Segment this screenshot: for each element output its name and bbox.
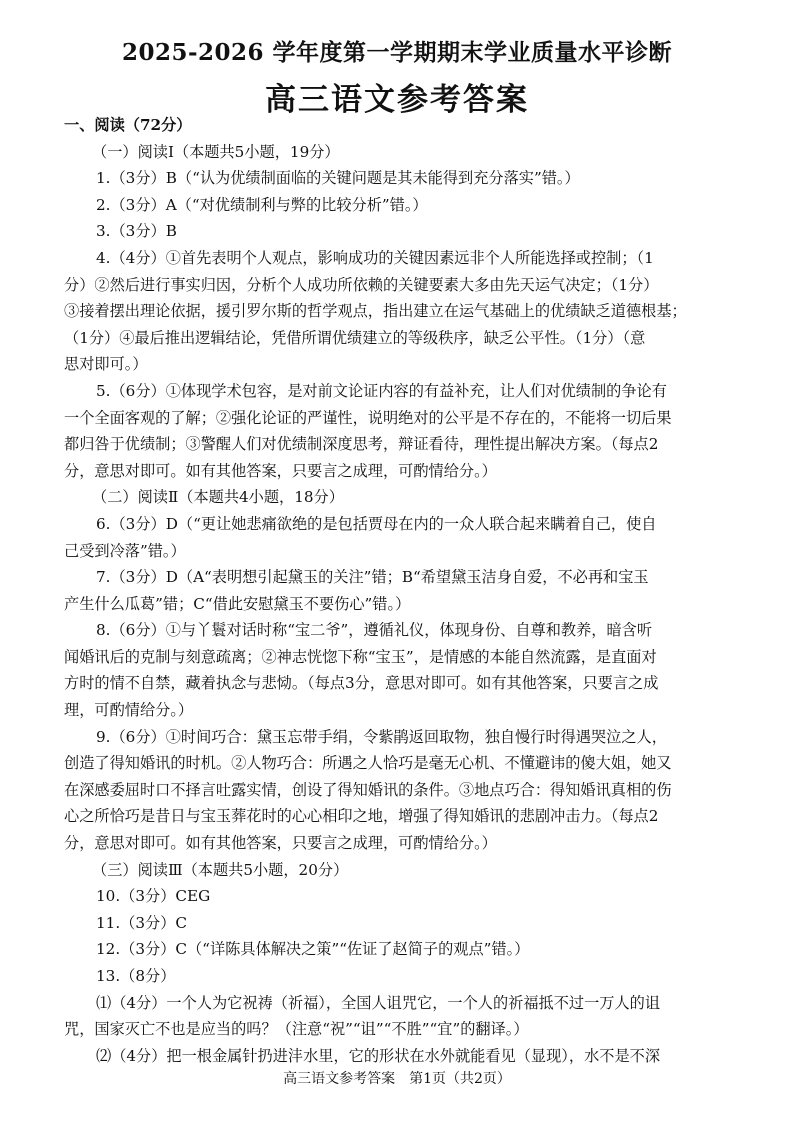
answer-line: ③接着摆出理论依据，援引罗尔斯的哲学观点，指出建立在运气基础上的优绩缺乏道德根基；	[64, 302, 687, 321]
answer-line: 2.（3分）A（“对优绩制利与弊的比较分析”错。）	[96, 195, 428, 214]
answer-line: 闻婚讯后的克制与刻意疏离；②神志恍惚下称“宝玉”，是情感的本能自然流露，是直面对	[64, 647, 657, 666]
section-heading: 一、阅读（72分）	[64, 116, 192, 134]
subsection-heading: （三）阅读Ⅲ（本题共5小题，20分）	[92, 860, 349, 879]
answer-line: 心之所恰巧是昔日与宝玉葬花时的心心相印之地，增强了得知婚讯的悲剧冲击力。（每点2	[64, 807, 659, 826]
answer-line: 8.（6分）①与丫鬟对话时称“宝二爷”，遵循礼仪，体现身份、自尊和教养，暗含听	[96, 621, 653, 640]
answer-line: 都归咎于优绩制；③警醒人们对优绩制深度思考，辩证看待，理性提出解决方案。（每点2	[64, 435, 659, 454]
answer-line: 5.（6分）①体现学术包容，是对前文论证内容的有益补充，让人们对优绩制的争论有	[96, 381, 667, 400]
answer-line: 分，意思对即可。如有其他答案，只要言之成理，可酌情给分。）	[64, 834, 497, 853]
answer-line: 1.（3分）B（“认为优绩制面临的关键问题是其未能得到充分落实”错。）	[96, 169, 580, 188]
page-footer: 高三语文参考答案 第1页（共2页）	[283, 1071, 511, 1087]
answer-line: 分）②然后进行事实归因，分析个人成功所依赖的关键要素大多由先天运气决定；（1分）	[64, 275, 659, 294]
exam-title: 2025-2026 学年度第一学期期末学业质量水平诊断	[121, 39, 673, 66]
answer-line: 创造了得知婚讯的时机。②人物巧合：所遇之人恰巧是毫无心机、不懂避讳的傻大姐，她又	[64, 754, 672, 773]
answer-line: 一个全面客观的了解；②强化论证的严谨性，说明绝对的公平是不存在的，不能将一切后果	[64, 408, 672, 427]
answer-line: 11.（3分）C	[96, 913, 187, 932]
answer-line: 咒，国家灭亡不也是应当的吗？（注意“祝”“诅”“不胜”“宜”的翻译。）	[64, 1020, 529, 1039]
answer-key-title: 高三语文参考答案	[265, 82, 529, 118]
answer-line: 13.（8分）	[96, 967, 176, 985]
answer-line: 4.（4分）①首先表明个人观点，影响成功的关键因素远非个人所能选择或控制；（1	[96, 248, 654, 267]
answer-line: 思对即可。）	[64, 355, 148, 374]
answer-line: 9.（6分）①时间巧合：黛玉忘带手绢，令紫鹃返回取物，独自慢行时得遇哭泣之人，	[96, 727, 667, 746]
answer-line: 10.（3分）CEG	[96, 887, 211, 906]
answer-line: 7.（3分）D（A“表明想引起黛玉的关注”错；B“希望黛玉洁身自爱，不必再和宝玉	[96, 568, 649, 587]
answer-line: 理，可酌情给分。）	[64, 701, 194, 720]
answer-line: 方时的情不自禁，藏着执念与悲恸。（每点3分，意思对即可。如有其他答案，只要言之成	[64, 674, 659, 693]
answer-line: ⑵（4分）把一根金属针扔进沣水里，它的形状在水外就能看见（显现），水不是不深	[96, 1046, 661, 1065]
answer-line: 6.（3分）D（“更让她悲痛欲绝的是包括贾母在内的一众人联合起来瞒着自己，使自	[96, 514, 657, 533]
subsection-heading: （一）阅读Ⅰ（本题共5小题，19分）	[92, 142, 340, 161]
answer-line: 12.（3分）C（“详陈具体解决之策”“佐证了赵简子的观点”错。）	[96, 940, 530, 959]
answer-line: 己受到冷落”错。）	[64, 541, 186, 560]
answer-line: 产生什么瓜葛”错；C“借此安慰黛玉不要伤心”错。）	[64, 594, 411, 613]
answer-line: 在深感委屈时口不择言吐露实情，创设了得知婚讯的条件。③地点巧合：得知婚讯真相的伤	[64, 780, 672, 799]
answer-line: 3.（3分）B	[96, 222, 177, 241]
subsection-heading: （二）阅读Ⅱ（本题共4小题，18分）	[92, 488, 344, 507]
answer-line: ⑴（4分）一个人为它祝祷（祈福），全国人诅咒它，一个人的祈福抵不过一万人的诅	[96, 993, 661, 1012]
answer-line: （1分）④最后推出逻辑结论，凭借所谓优绩建立的等级秩序，缺乏公平性。（1分）（意	[64, 328, 646, 347]
answer-content	[64, 112, 744, 1069]
answer-line: 分，意思对即可。如有其他答案，只要言之成理，可酌情给分。）	[64, 461, 497, 480]
